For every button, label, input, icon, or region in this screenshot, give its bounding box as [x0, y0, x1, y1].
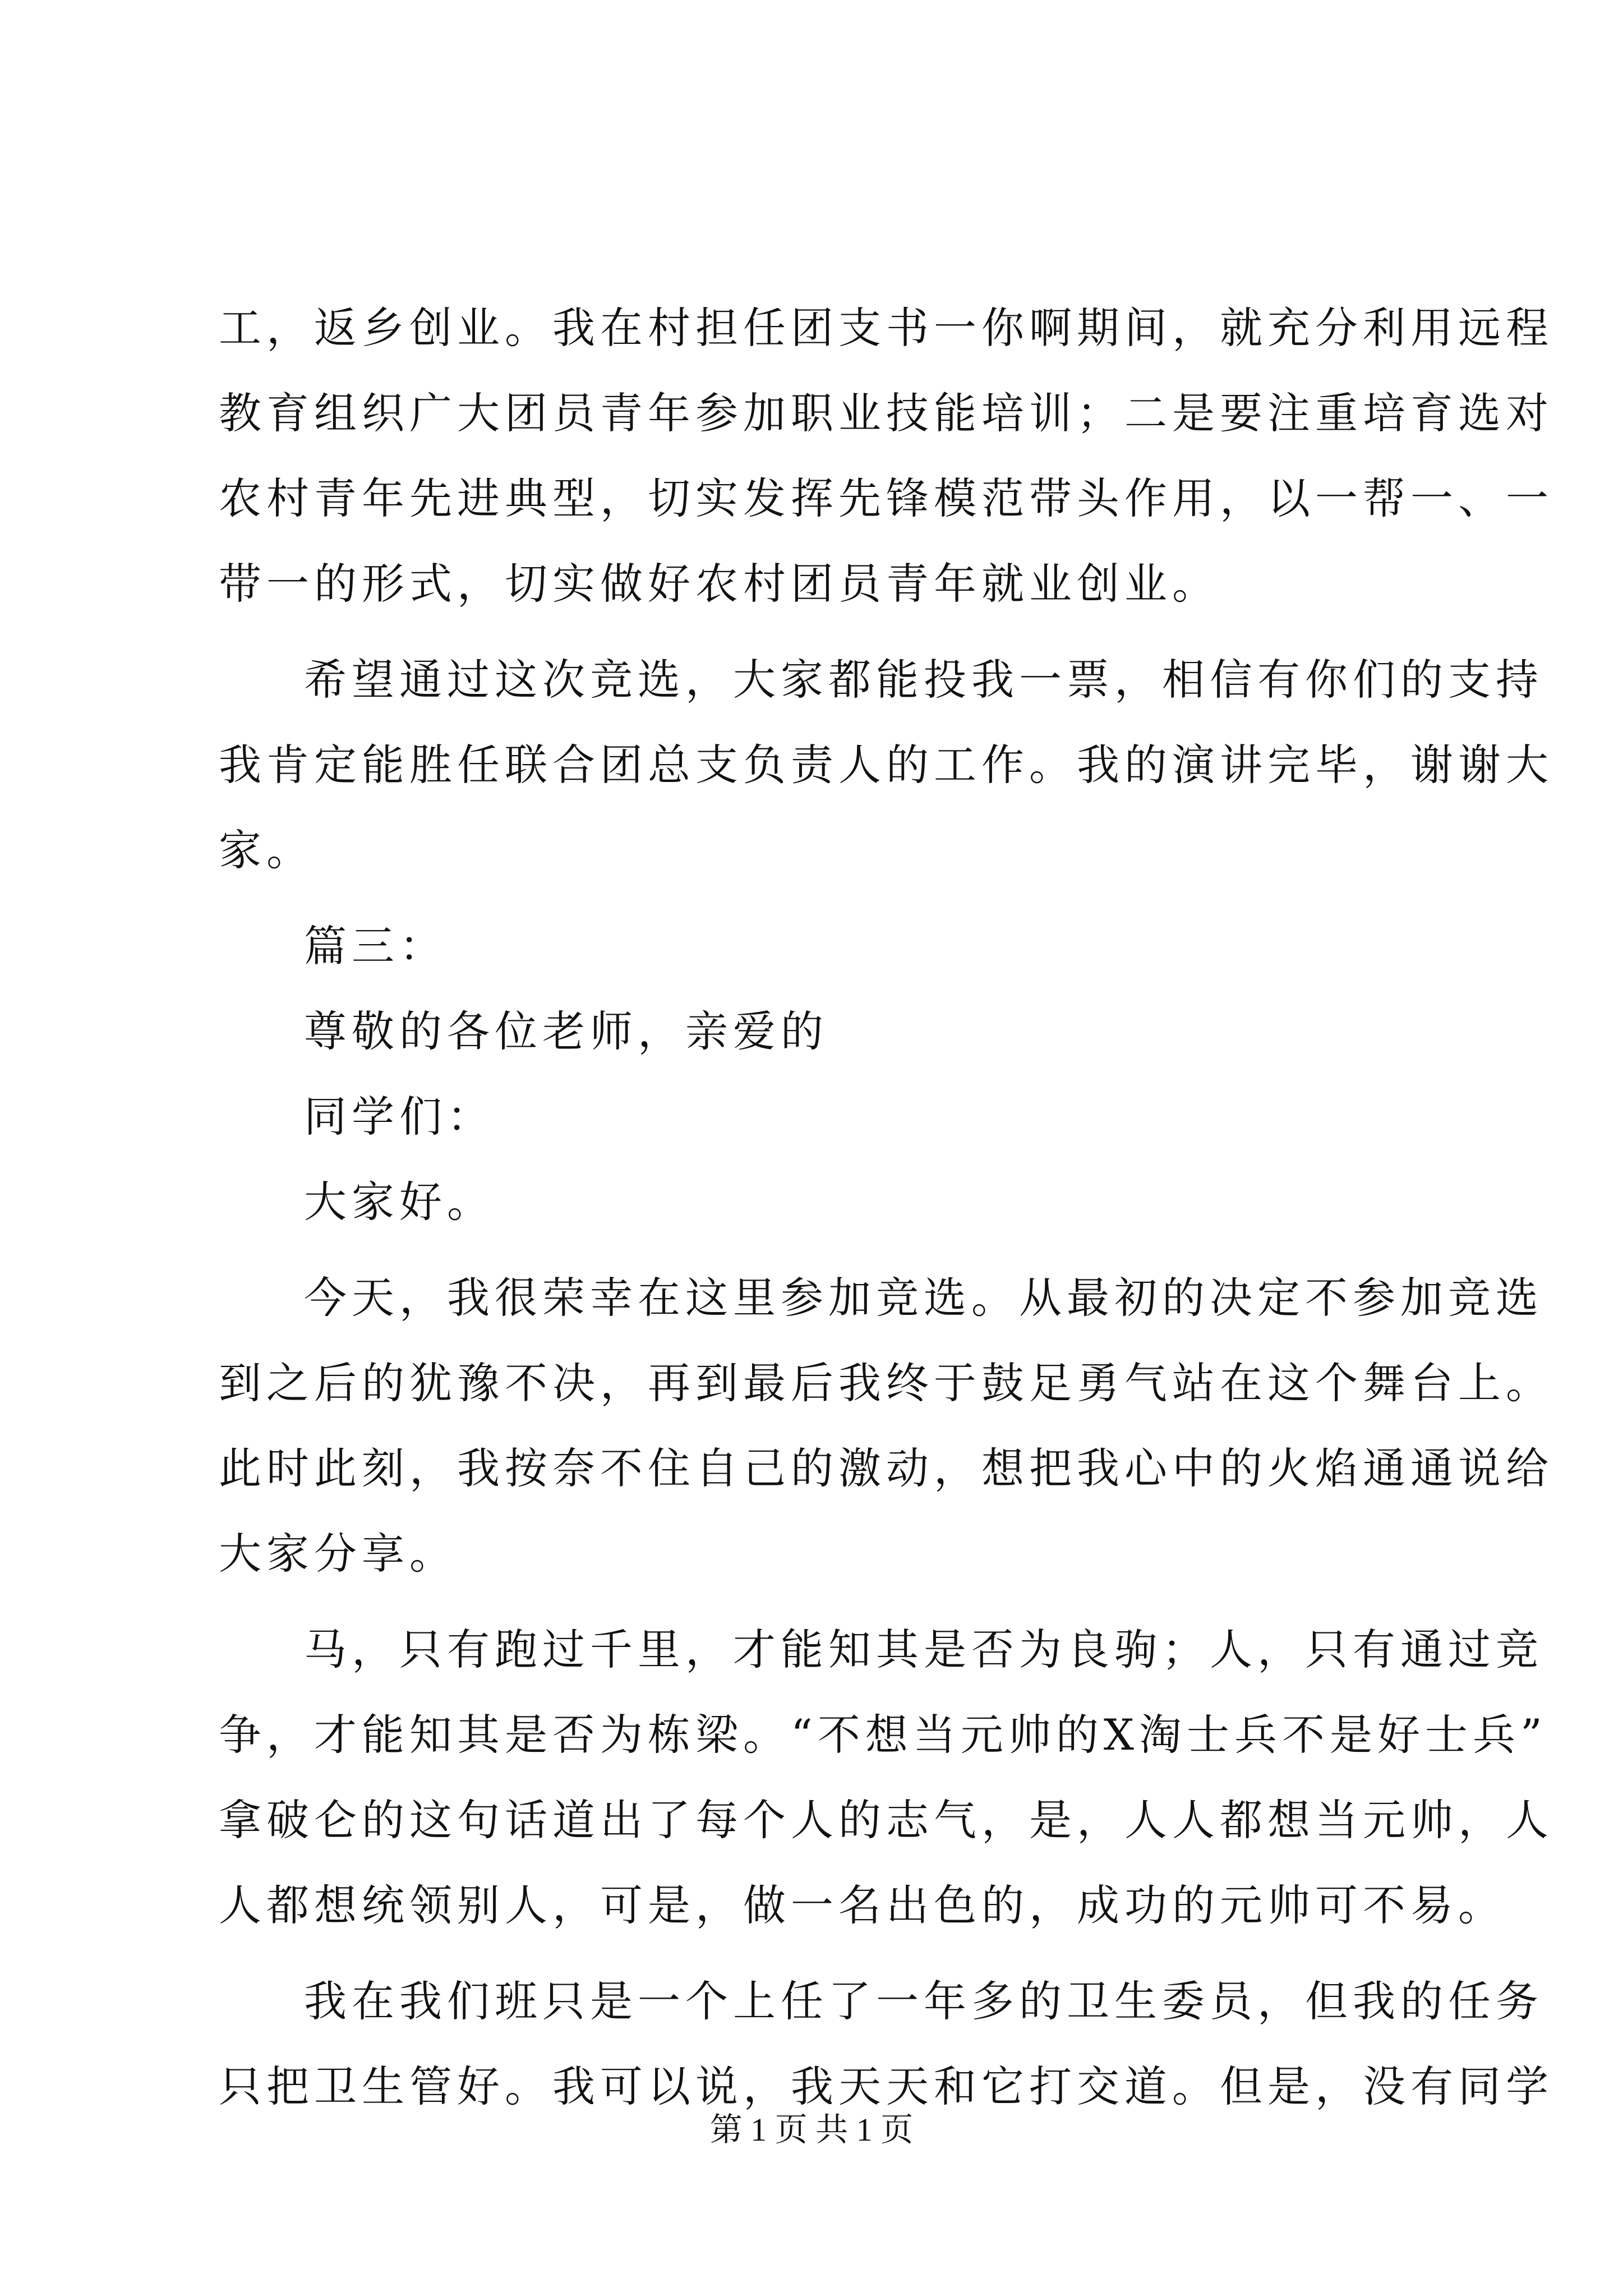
- text-line: 今天，我很荣幸在这里参加竞选。从最初的决定不参加竞选: [304, 1273, 1543, 1323]
- section-heading: 篇三：: [304, 921, 447, 971]
- text-line: 拿破仑的这句话道出了每个人的志气，是，人人都想当元帅，人: [219, 1795, 1553, 1845]
- text-line: 马，只有跑过千里，才能知其是否为良驹；人，只有通过竞: [304, 1625, 1543, 1674]
- text-line: 到之后的犹豫不决，再到最后我终于鼓足勇气站在这个舞台上。: [219, 1358, 1553, 1408]
- text-line: 我在我们班只是一个上任了一年多的卫生委员，但我的任务: [304, 1976, 1543, 2026]
- text-line: 家。: [219, 825, 314, 875]
- text-line: 教育组织广大团员青年参加职业技能培训；二是要注重培育选对: [219, 388, 1553, 438]
- text-line: 只把卫生管好。我可以说，我天天和它打交道。但是，没有同学: [219, 2062, 1553, 2111]
- salutation-line: 尊敬的各位老师，亲爱的: [304, 1006, 828, 1056]
- text-line: 人都想统领别人，可是，做一名出色的，成功的元帅可不易。: [219, 1880, 1506, 1930]
- text-line: 此时此刻，我按奈不住自己的激动，想把我心中的火焰通通说给: [219, 1443, 1553, 1493]
- text-line: 工，返乡创业。我在村担任团支书一你啊期间，就充分利用远程: [219, 303, 1553, 353]
- text-line: 希望通过这次竞选，大家都能投我一票，相信有你们的支持: [304, 655, 1543, 705]
- text-line: 大家分享。: [219, 1529, 457, 1579]
- page-footer: 第 1 页 共 1 页: [709, 2111, 914, 2148]
- salutation-line: 同学们：: [304, 1092, 495, 1142]
- text-line: 带一的形式，切实做好农村团员青年就业创业。: [219, 559, 1220, 609]
- greeting-line: 大家好。: [304, 1177, 495, 1227]
- text-line: 争，才能知其是否为栋梁。“不想当元帅的X淘士兵不是好士兵”: [219, 1710, 1547, 1760]
- text-line: 我肯定能胜任联合团总支负责人的工作。我的演讲完毕，谢谢大: [219, 740, 1553, 790]
- text-line: 农村青年先进典型，切实发挥先锋模范带头作用，以一帮一、一: [219, 473, 1553, 523]
